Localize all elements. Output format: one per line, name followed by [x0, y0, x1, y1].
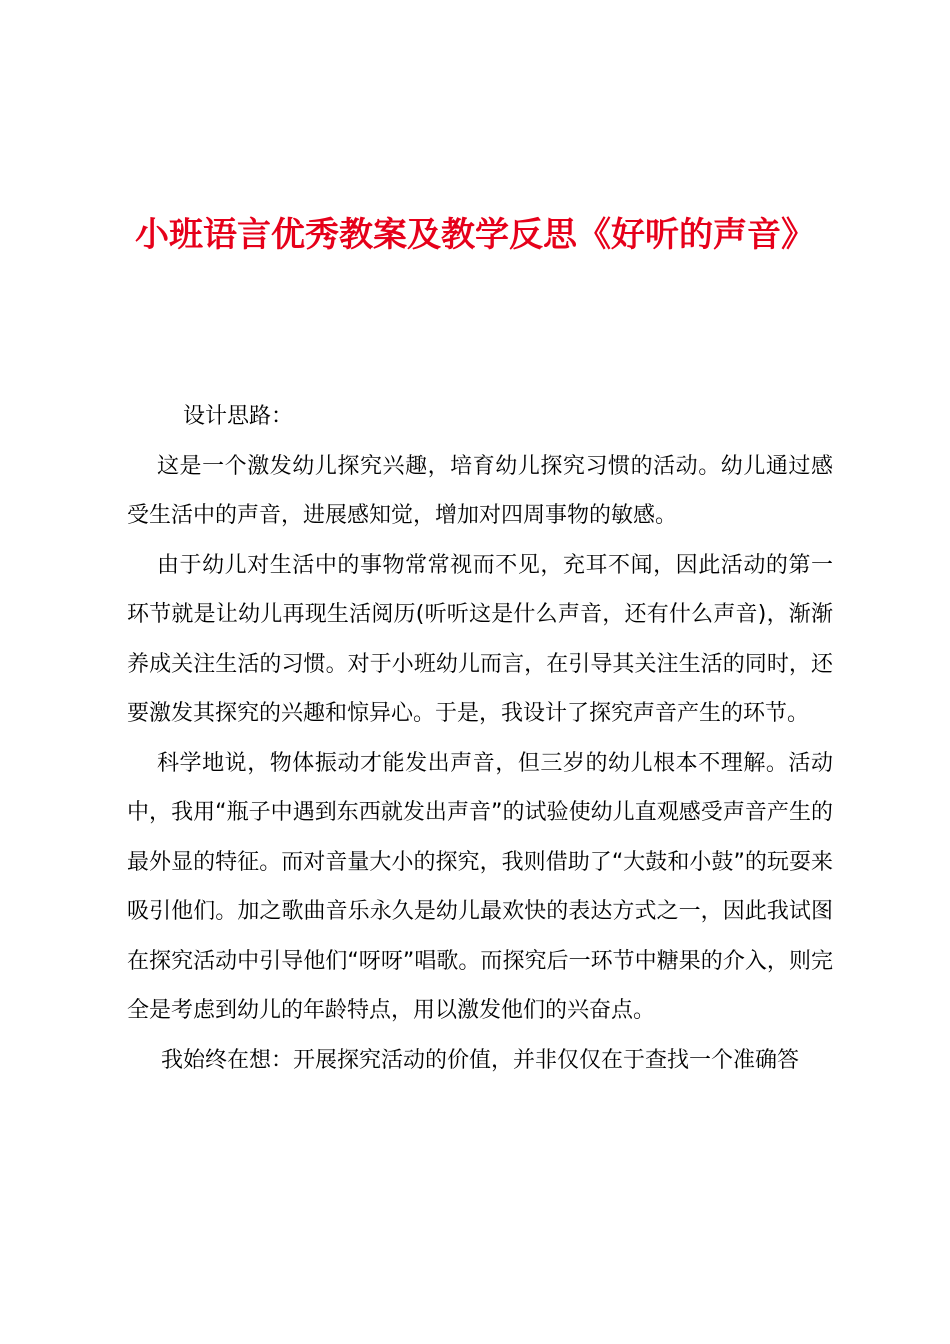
section-heading: 设计思路：: [183, 404, 294, 429]
paragraph-3: 科学地说，物体振动才能发出声音，但三岁的幼儿根本不理解。活动中，我用“瓶子中遇到东西就发出声音”的试验使幼儿直观感受声音产生的最外显的特征。而对音量大小的探究，我则借助了“大鼓和小鼓”的玩耍来吸引他们。加之歌曲音乐永久是幼儿最欢快的表达方式之一，因此我试图在探究活动中引导他们“呀呀”唱歌。而探究后一环节中糖果的介入，则完全是考虑到幼儿的年龄特点，用以激发他们的兴奋点。: [127, 750, 833, 1023]
paragraph-1: 这是一个激发幼儿探究兴趣，培育幼儿探究习惯的活动。幼儿通过感受生活中的声音，进展感知觉，增加对四周事物的敏感。: [127, 453, 833, 528]
paragraph-2: 由于幼儿对生活中的事物常常视而不见，充耳不闻，因此活动的第一环节就是让幼儿再现生活阅历(听听这是什么声音，还有什么声音)，渐渐养成关注生活的习惯。对于小班幼儿而言，在引导其关注生活的同时，还要激发其探究的兴趣和惊异心。于是，我设计了探究声音产生的环节。: [127, 552, 833, 726]
paragraph-4: 我始终在想：开展探究活动的价值，并非仅仅在于查找一个准确答: [161, 1047, 800, 1073]
document-body: [127, 392, 833, 1085]
document-title: 小班语言优秀教案及教学反思《好听的声音》: [135, 215, 815, 255]
